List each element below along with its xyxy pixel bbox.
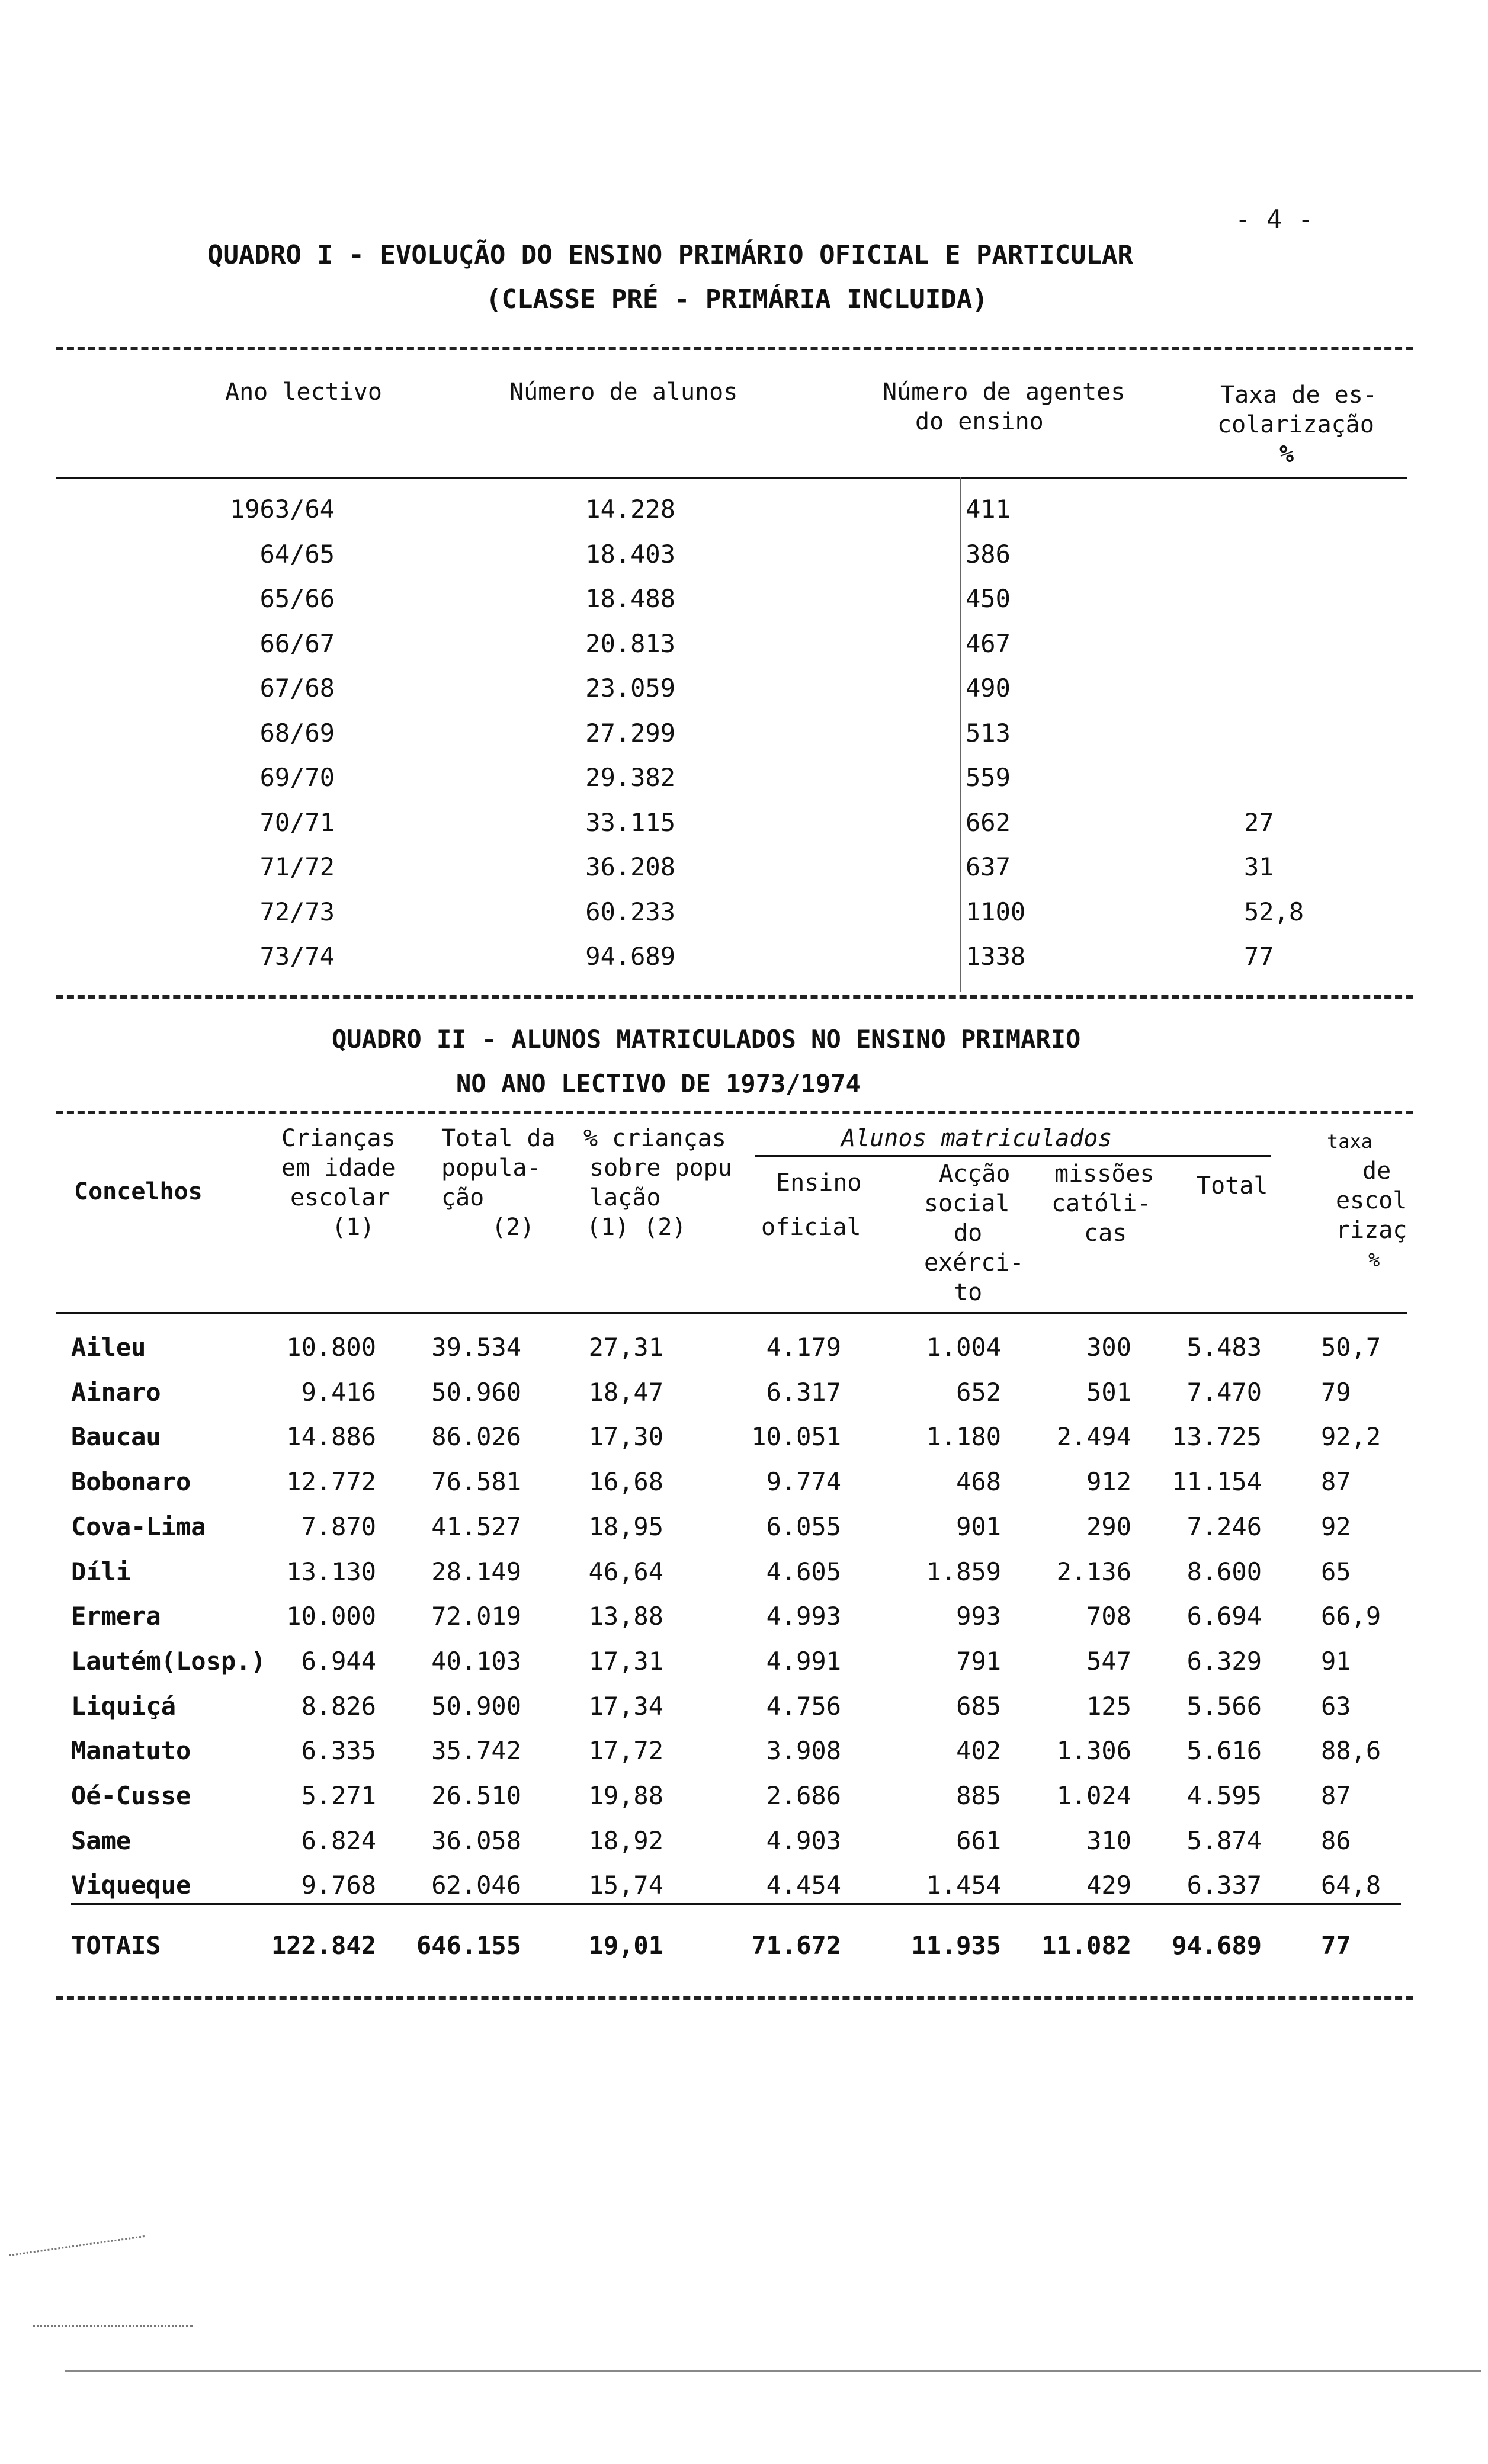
q2-cell-concelho: Viqueque — [71, 1871, 191, 1900]
q2-header-ensino-2: oficial — [761, 1214, 861, 1241]
dashed-rule — [56, 1996, 1413, 2000]
q2-cell-missoes: 310 — [1086, 1825, 1131, 1855]
q2-cell-ensino: 4.991 — [766, 1646, 841, 1676]
q2-cell-total: 11.154 — [1172, 1467, 1262, 1497]
q2-cell-ensino: 4.756 — [766, 1691, 841, 1721]
q2-cell-taxa: 64,8 — [1321, 1871, 1381, 1900]
q1-cell-agentes: 1338 — [966, 942, 1026, 971]
q2-header-taxa-2: de — [1362, 1157, 1391, 1185]
q2-cell-criancas: 8.826 — [301, 1691, 376, 1721]
q2-cell-concelho: Manatuto — [71, 1736, 191, 1766]
q2-header-criancas-1: Crianças — [281, 1125, 396, 1152]
q2-cell-totalpop: 76.581 — [431, 1467, 521, 1497]
q2-cell-accao: 685 — [956, 1691, 1001, 1721]
q2-cell-taxa: 66,9 — [1321, 1602, 1381, 1631]
q2-cell-concelho: Bobonaro — [71, 1467, 191, 1497]
q2-header-ensino-1: Ensino — [776, 1169, 862, 1196]
q2-cell-missoes: 708 — [1086, 1602, 1131, 1631]
q2-cell-total: 5.566 — [1186, 1691, 1262, 1721]
q2-cell-taxa: 77 — [1321, 1931, 1351, 1960]
q2-cell-taxa: 65 — [1321, 1557, 1351, 1586]
q1-cell-taxa: 31 — [1244, 852, 1274, 881]
q2-cell-pct: 19,01 — [588, 1931, 663, 1960]
q1-cell-agentes: 386 — [966, 539, 1011, 569]
scan-mark — [9, 2235, 145, 2256]
q2-cell-accao: 402 — [956, 1736, 1001, 1766]
q2-cell-ensino: 4.993 — [766, 1602, 841, 1631]
scan-mark — [33, 2325, 193, 2327]
q1-header-taxa-1: Taxa de es- — [1220, 381, 1377, 409]
q2-cell-totalpop: 26.510 — [431, 1781, 521, 1810]
q2-cell-taxa: 92 — [1321, 1512, 1351, 1541]
q2-cell-ensino: 10.051 — [751, 1422, 841, 1452]
q2-cell-concelho: Ermera — [71, 1602, 161, 1631]
q2-cell-ensino: 71.672 — [751, 1931, 841, 1960]
q2-cell-ensino: 9.774 — [766, 1467, 841, 1497]
q2-cell-missoes: 11.082 — [1041, 1931, 1131, 1960]
q2-cell-ensino: 4.454 — [766, 1871, 841, 1900]
q2-cell-missoes: 912 — [1086, 1467, 1131, 1497]
q2-header-pct-2: sobre popu — [589, 1154, 732, 1182]
q2-cell-accao: 661 — [956, 1825, 1001, 1855]
q2-cell-concelho: Liquiçá — [71, 1691, 177, 1721]
q2-cell-taxa: 79 — [1321, 1377, 1351, 1407]
q2-cell-taxa: 63 — [1321, 1691, 1351, 1721]
q2-cell-total: 7.246 — [1186, 1512, 1262, 1541]
q2-cell-pct: 17,72 — [588, 1736, 663, 1766]
q2-cell-concelho: Díli — [71, 1557, 132, 1586]
q2-cell-missoes: 2.494 — [1056, 1422, 1131, 1452]
q2-header-totalpop-4: (2) — [492, 1214, 535, 1241]
q1-header-taxa-2: colarização — [1217, 411, 1374, 438]
q1-header-rule — [56, 477, 1407, 479]
q1-header-ano: Ano lectivo — [225, 378, 382, 406]
q1-cell-agentes: 1100 — [966, 897, 1026, 926]
q2-cell-accao: 1.180 — [926, 1422, 1001, 1452]
q1-cell-agentes: 513 — [966, 718, 1011, 747]
q2-cell-missoes: 429 — [1086, 1871, 1131, 1900]
q1-cell-ano: 66/67 — [259, 628, 335, 658]
q1-cell-alunos: 29.382 — [585, 763, 675, 792]
q2-cell-pct: 18,95 — [588, 1512, 663, 1541]
q2-cell-concelho: Lautém(Losp.) — [71, 1646, 266, 1676]
q1-header-taxa-3: % — [1279, 441, 1294, 468]
q2-cell-ensino: 2.686 — [766, 1781, 841, 1810]
q2-cell-pct: 13,88 — [588, 1602, 663, 1631]
q2-cell-totalpop: 72.019 — [431, 1602, 521, 1631]
q2-cell-ensino: 4.605 — [766, 1557, 841, 1586]
q2-cell-accao: 885 — [956, 1781, 1001, 1810]
q2-cell-pct: 18,47 — [588, 1377, 663, 1407]
q2-cell-ensino: 3.908 — [766, 1736, 841, 1766]
q2-cell-totalpop: 28.149 — [431, 1557, 521, 1586]
q2-cell-missoes: 547 — [1086, 1646, 1131, 1676]
q2-cell-accao: 1.454 — [926, 1871, 1001, 1900]
q2-cell-totalpop: 62.046 — [431, 1871, 521, 1900]
q2-cell-total: 13.725 — [1172, 1422, 1262, 1452]
q2-header-totalpop-3: ção — [441, 1184, 485, 1211]
q1-header-agentes-2: do ensino — [915, 408, 1044, 435]
q2-cell-total: 94.689 — [1172, 1931, 1262, 1960]
q2-cell-accao: 901 — [956, 1512, 1001, 1541]
q2-cell-missoes: 501 — [1086, 1377, 1131, 1407]
q2-cell-total: 6.337 — [1186, 1871, 1262, 1900]
q2-cell-accao: 1.859 — [926, 1557, 1001, 1586]
q2-header-criancas-4: (1) — [332, 1214, 375, 1241]
q1-cell-ano: 72/73 — [259, 897, 335, 926]
q1-cell-ano: 69/70 — [259, 763, 335, 792]
q1-header-agentes-1: Número de agentes — [883, 378, 1125, 406]
q2-cell-criancas: 13.130 — [286, 1557, 376, 1586]
q2-cell-taxa: 92,2 — [1321, 1422, 1381, 1452]
q2-header-taxa-3: escol — [1336, 1187, 1407, 1214]
q2-cell-pct: 17,31 — [588, 1646, 663, 1676]
q2-cell-total: 5.874 — [1186, 1825, 1262, 1855]
q2-cell-missoes: 300 — [1086, 1333, 1131, 1362]
q2-header-accao-3: do — [954, 1220, 983, 1247]
q2-cell-taxa: 87 — [1321, 1467, 1351, 1497]
q1-cell-ano: 73/74 — [259, 942, 335, 971]
q2-header-rule — [56, 1312, 1407, 1314]
q1-cell-alunos: 20.813 — [585, 628, 675, 658]
q2-cell-missoes: 125 — [1086, 1691, 1131, 1721]
q2-header-criancas-2: em idade — [281, 1154, 396, 1182]
dashed-rule — [56, 1111, 1413, 1114]
q1-cell-agentes: 662 — [966, 807, 1011, 837]
q2-cell-total: 4.595 — [1186, 1781, 1262, 1810]
q2-header-missoes-3: cas — [1084, 1220, 1127, 1247]
q2-cell-pct: 17,34 — [588, 1691, 663, 1721]
q2-header-pct-1: % crianças — [583, 1125, 726, 1152]
q2-cell-pct: 15,74 — [588, 1871, 663, 1900]
q2-header-totalpop-2: popula- — [441, 1154, 541, 1182]
q2-cell-accao: 791 — [956, 1646, 1001, 1676]
q2-cell-concelho: Same — [71, 1825, 132, 1855]
q1-cell-ano: 64/65 — [259, 539, 335, 569]
q2-cell-total: 7.470 — [1186, 1377, 1262, 1407]
q1-header-alunos: Número de alunos — [509, 378, 738, 406]
q2-cell-criancas: 10.800 — [286, 1333, 376, 1362]
q2-cell-criancas: 7.870 — [301, 1512, 376, 1541]
q2-cell-pct: 19,88 — [588, 1781, 663, 1810]
q1-cell-ano: 68/69 — [259, 718, 335, 747]
q2-cell-concelho: TOTAIS — [71, 1931, 161, 1960]
q2-cell-ensino: 6.055 — [766, 1512, 841, 1541]
q2-cell-taxa: 88,6 — [1321, 1736, 1381, 1766]
q2-totals-rule — [71, 1903, 1401, 1905]
q1-cell-ano: 71/72 — [259, 852, 335, 881]
q2-matriculados-rule — [755, 1155, 1271, 1157]
q2-cell-missoes: 290 — [1086, 1512, 1131, 1541]
q2-cell-criancas: 9.768 — [301, 1871, 376, 1900]
scan-bottom-line — [65, 2370, 1481, 2372]
q2-header-totalpop-1: Total da — [441, 1125, 556, 1152]
q1-cell-alunos: 23.059 — [585, 673, 675, 702]
q1-cell-alunos: 60.233 — [585, 897, 675, 926]
q2-cell-totalpop: 86.026 — [431, 1422, 521, 1452]
quadro2-title: QUADRO II - ALUNOS MATRICULADOS NO ENSINO PRIMARIO — [332, 1025, 1081, 1054]
q1-cell-agentes: 490 — [966, 673, 1011, 702]
q1-cell-agentes: 411 — [966, 495, 1011, 524]
q1-cell-alunos: 27.299 — [585, 718, 675, 747]
q2-header-total: Total — [1197, 1172, 1268, 1199]
q2-cell-concelho: Oé-Cusse — [71, 1781, 191, 1810]
q1-cell-agentes: 467 — [966, 628, 1011, 658]
q2-cell-totalpop: 36.058 — [431, 1825, 521, 1855]
q2-cell-criancas: 122.842 — [271, 1931, 376, 1960]
q1-cell-alunos: 33.115 — [585, 807, 675, 837]
q2-cell-totalpop: 646.155 — [416, 1931, 521, 1960]
q1-cell-ano: 65/66 — [259, 584, 335, 613]
q2-header-criancas-3: escolar — [290, 1184, 390, 1211]
q2-cell-criancas: 6.944 — [301, 1646, 376, 1676]
q2-cell-pct: 16,68 — [588, 1467, 663, 1497]
q2-cell-missoes: 1.024 — [1056, 1781, 1131, 1810]
q2-cell-totalpop: 41.527 — [431, 1512, 521, 1541]
q2-cell-accao: 652 — [956, 1377, 1001, 1407]
dashed-rule — [56, 995, 1413, 999]
q2-cell-concelho: Ainaro — [71, 1377, 161, 1407]
q1-cell-alunos: 18.403 — [585, 539, 675, 569]
q2-cell-concelho: Cova-Lima — [71, 1512, 206, 1541]
q2-cell-criancas: 6.335 — [301, 1736, 376, 1766]
q1-cell-alunos: 18.488 — [585, 584, 675, 613]
q2-cell-criancas: 5.271 — [301, 1781, 376, 1810]
q2-cell-missoes: 2.136 — [1056, 1557, 1131, 1586]
q2-header-accao-4: exérci- — [924, 1249, 1024, 1276]
q2-cell-accao: 468 — [956, 1467, 1001, 1497]
q2-cell-pct: 18,92 — [588, 1825, 663, 1855]
q1-cell-ano: 1963/64 — [229, 495, 335, 524]
q1-cell-agentes: 637 — [966, 852, 1011, 881]
q2-cell-criancas: 10.000 — [286, 1602, 376, 1631]
q2-header-missoes-2: católi- — [1051, 1190, 1152, 1217]
q2-cell-taxa: 87 — [1321, 1781, 1351, 1810]
q1-cell-alunos: 14.228 — [585, 495, 675, 524]
q2-cell-ensino: 6.317 — [766, 1377, 841, 1407]
q2-header-pct-4: (1) (2) — [586, 1214, 687, 1241]
q2-cell-taxa: 91 — [1321, 1646, 1351, 1676]
q2-header-matriculados: Alunos matriculados — [841, 1125, 1112, 1152]
q1-cell-taxa: 77 — [1244, 942, 1274, 971]
dashed-rule — [56, 346, 1413, 350]
q2-cell-totalpop: 39.534 — [431, 1333, 521, 1362]
q2-cell-concelho: Aileu — [71, 1333, 146, 1362]
q2-cell-total: 6.694 — [1186, 1602, 1262, 1631]
q2-cell-totalpop: 40.103 — [431, 1646, 521, 1676]
q2-cell-taxa: 86 — [1321, 1825, 1351, 1855]
q1-cell-agentes: 450 — [966, 584, 1011, 613]
page-number: - 4 - — [1235, 204, 1314, 235]
q2-header-taxa-5: % — [1368, 1249, 1380, 1271]
q2-cell-missoes: 1.306 — [1056, 1736, 1131, 1766]
q2-cell-criancas: 14.886 — [286, 1422, 376, 1452]
q2-cell-criancas: 6.824 — [301, 1825, 376, 1855]
q2-cell-ensino: 4.903 — [766, 1825, 841, 1855]
q2-header-missoes-1: missões — [1054, 1160, 1155, 1188]
q2-header-taxa-1: taxa — [1327, 1130, 1373, 1153]
q2-header-concelhos: Concelhos — [74, 1178, 203, 1205]
quadro2-subtitle: NO ANO LECTIVO DE 1973/1974 — [456, 1069, 861, 1098]
q1-cell-alunos: 94.689 — [585, 942, 675, 971]
q2-cell-accao: 1.004 — [926, 1333, 1001, 1362]
q2-cell-criancas: 12.772 — [286, 1467, 376, 1497]
q2-cell-criancas: 9.416 — [301, 1377, 376, 1407]
q1-cell-alunos: 36.208 — [585, 852, 675, 881]
quadro1-title: QUADRO I - EVOLUÇÃO DO ENSINO PRIMÁRIO OFICIAL E PARTICULAR — [207, 240, 1133, 270]
q1-cell-ano: 70/71 — [259, 807, 335, 837]
q1-cell-ano: 67/68 — [259, 673, 335, 702]
q1-cell-taxa: 27 — [1244, 807, 1274, 837]
q2-cell-ensino: 4.179 — [766, 1333, 841, 1362]
q2-cell-pct: 27,31 — [588, 1333, 663, 1362]
q2-header-accao-2: social — [924, 1190, 1010, 1217]
q2-header-taxa-4: rizaç — [1336, 1217, 1407, 1244]
q2-header-accao-1: Acção — [939, 1160, 1011, 1188]
quadro1-subtitle: (CLASSE PRÉ - PRIMÁRIA INCLUIDA) — [486, 284, 988, 315]
q2-cell-total: 8.600 — [1186, 1557, 1262, 1586]
q2-header-pct-3: lação — [589, 1184, 661, 1211]
q2-header-accao-5: to — [954, 1279, 983, 1306]
q2-cell-pct: 46,64 — [588, 1557, 663, 1586]
q2-cell-taxa: 50,7 — [1321, 1333, 1381, 1362]
q2-cell-totalpop: 50.900 — [431, 1691, 521, 1721]
q2-cell-concelho: Baucau — [71, 1422, 161, 1452]
q1-column-divider — [960, 477, 961, 992]
q2-cell-accao: 993 — [956, 1602, 1001, 1631]
q2-cell-totalpop: 50.960 — [431, 1377, 521, 1407]
q2-cell-total: 5.616 — [1186, 1736, 1262, 1766]
q1-cell-taxa: 52,8 — [1244, 897, 1304, 926]
q2-cell-total: 6.329 — [1186, 1646, 1262, 1676]
q2-cell-accao: 11.935 — [911, 1931, 1001, 1960]
q2-cell-totalpop: 35.742 — [431, 1736, 521, 1766]
q2-cell-total: 5.483 — [1186, 1333, 1262, 1362]
q1-cell-agentes: 559 — [966, 763, 1011, 792]
q2-cell-pct: 17,30 — [588, 1422, 663, 1452]
